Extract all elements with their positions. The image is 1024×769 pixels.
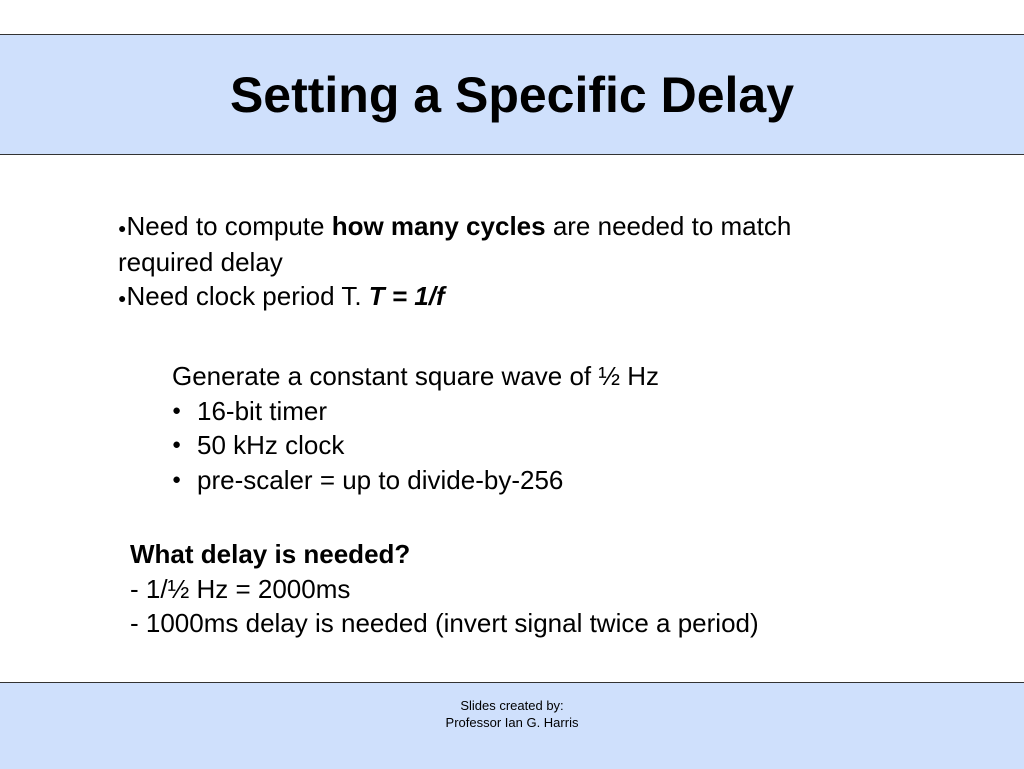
bullet-text: Need to compute [126,211,332,241]
bullet-dot-icon: ● [172,401,182,419]
task-item-prescaler [172,463,812,498]
footer-band [0,682,1024,769]
task-item-clock [172,428,812,463]
task-intro: Generate a constant square wave of ½ Hz [172,361,660,391]
slide-title: Setting a Specific Delay [229,66,795,123]
task-list [172,394,812,498]
bullet-item-clock-period [118,279,878,315]
bullet-text: Need clock period T. [126,281,369,311]
answer-heading: What delay is needed? [130,539,411,569]
bullet-dot-icon: ● [118,220,127,236]
main-bullet-list [118,209,878,315]
task-item-label: 50 kHz clock [197,430,345,460]
task-block [172,359,812,497]
task-item-label: 16-bit timer [197,395,328,426]
task-item-timer [172,394,812,429]
answer-line-delay: - 1000ms delay is needed (invert signal twice a period) [130,608,759,638]
formula-period: T = 1/f [368,281,445,311]
title-band [0,34,1024,155]
answer-block [130,537,890,641]
bullet-emphasis: how many cycles [331,211,546,241]
bullet-item-cycles [118,209,878,279]
bullet-dot-icon: ● [172,436,182,453]
bullet-text-continued: are needed to match required delay [118,211,792,277]
footer-line-2: Professor Ian G. Harris [445,715,579,730]
bullet-dot-icon: ● [118,290,127,306]
footer-line-1: Slides created by: [460,698,564,713]
bullet-dot-icon: ● [172,470,182,488]
answer-line-period: - 1/½ Hz = 2000ms [130,573,351,604]
footer-credit [0,697,1024,731]
task-item-label: pre-scaler = up to divide-by-256 [197,464,564,495]
